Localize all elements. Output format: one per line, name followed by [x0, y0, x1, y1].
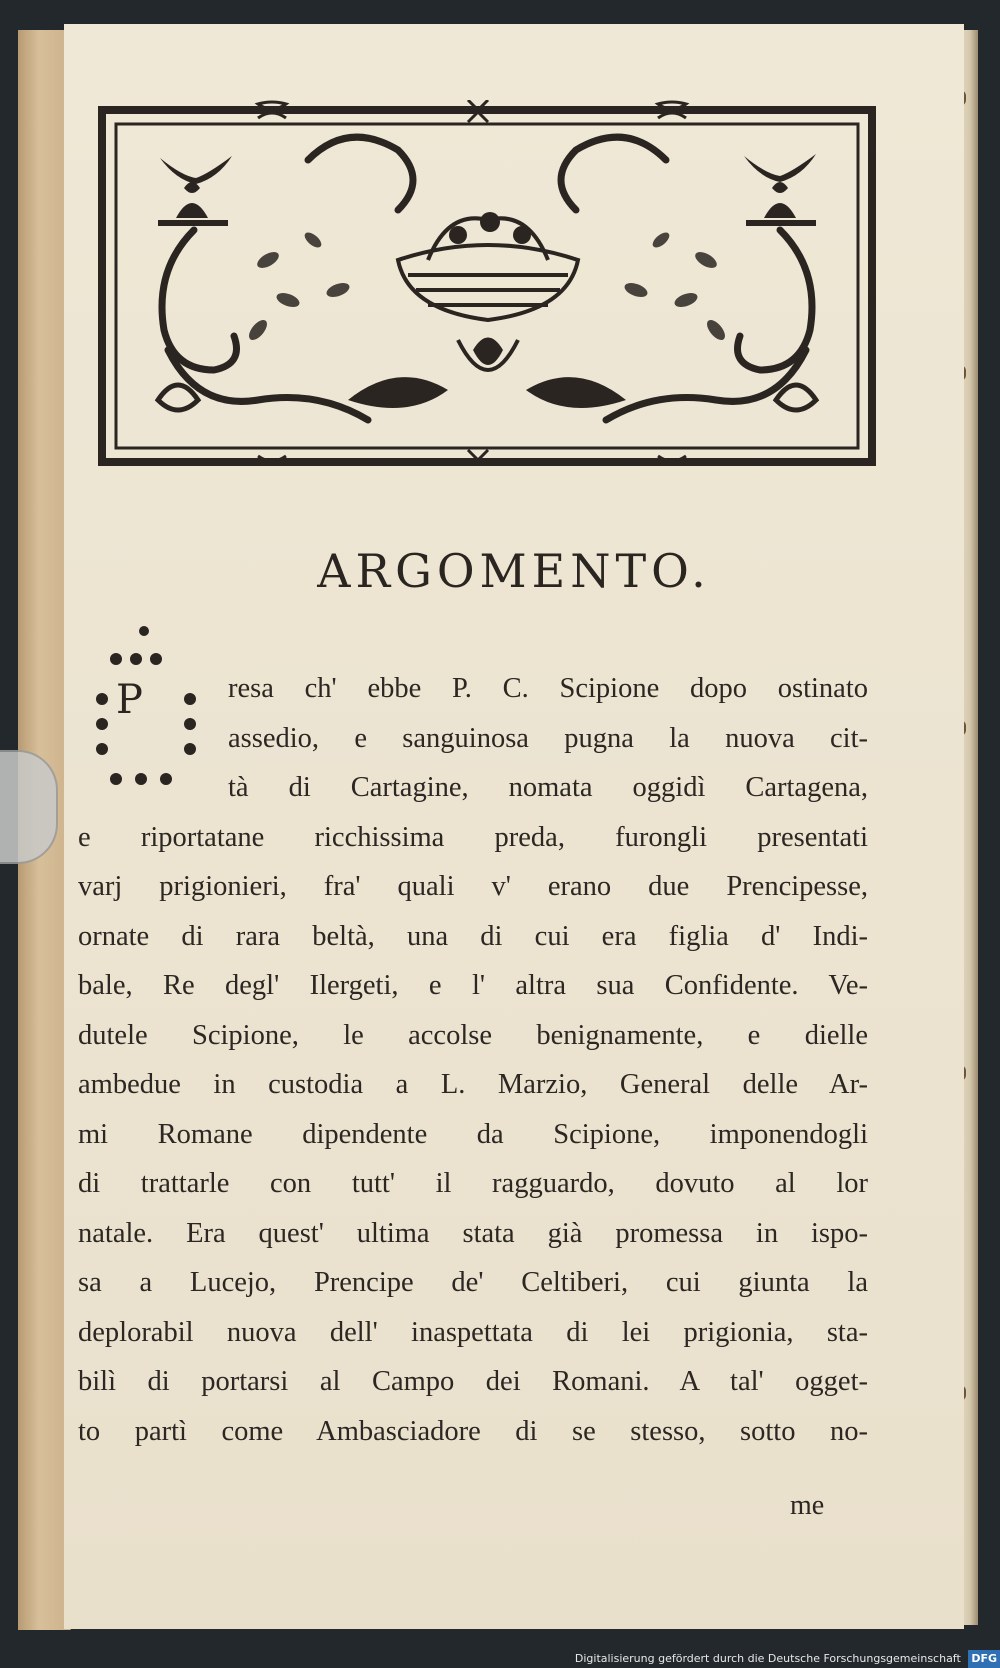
body-text	[78, 664, 868, 1456]
text-line: di trattarle con tutt' il ragguardo, dovuto al lor	[78, 1168, 868, 1199]
drop-cap-letter: P	[116, 677, 143, 723]
text-line: natale. Era quest' ultima stata già promessa in ispo-	[78, 1217, 868, 1249]
text-line: assedio, e sanguinosa pugna la nuova cit-	[228, 722, 868, 754]
text-line: e riportatane ricchissima preda, furongli presentati	[78, 821, 868, 853]
section-heading: ARGOMENTO.	[317, 544, 711, 598]
text-line: bale, Re degl' Ilergeti, e l' altra sua Confidente. Ve-	[78, 970, 868, 1001]
text-line: ambedue in custodia a L. Marzio, General delle Ar-	[78, 1069, 868, 1100]
text-line: sa a Lucejo, Prencipe de' Celtiberi, cui giunta la	[78, 1267, 868, 1298]
headpiece-ornament	[98, 100, 876, 472]
text-line: deplorabil nuova dell' inaspettata di lei prigionia, sta-	[78, 1316, 868, 1348]
text-line: tà di Cartagine, nomata oggidì Cartagena,	[228, 772, 868, 803]
text-line: dutele Scipione, le accolse benignamente, e dielle	[78, 1019, 868, 1051]
text-line: ornate di rara beltà, una di cui era figlia d' Indi-	[78, 920, 868, 952]
catchword: me	[790, 1490, 825, 1521]
text-line: bilì di portarsi al Campo dei Romani. A tal' ogget-	[78, 1366, 868, 1397]
text-line: mi Romane dipendente da Scipione, imponendogli	[78, 1118, 868, 1150]
dfg-logo-badge: DFG	[968, 1650, 1000, 1668]
credit-text: Digitalisierung gefördert durch die Deutsche Forschungsgemeinschaft	[574, 1652, 961, 1665]
book-page	[64, 24, 964, 1629]
digitization-credit	[560, 1650, 1000, 1668]
text-line: to partì come Ambasciadore di se stesso, sotto no-	[78, 1415, 868, 1447]
text-line: varj prigionieri, fra' quali v' erano due Prencipesse,	[78, 871, 868, 902]
text-line: resa ch' ebbe P. C. Scipione dopo ostinato	[228, 673, 868, 704]
page-clip	[0, 750, 58, 864]
